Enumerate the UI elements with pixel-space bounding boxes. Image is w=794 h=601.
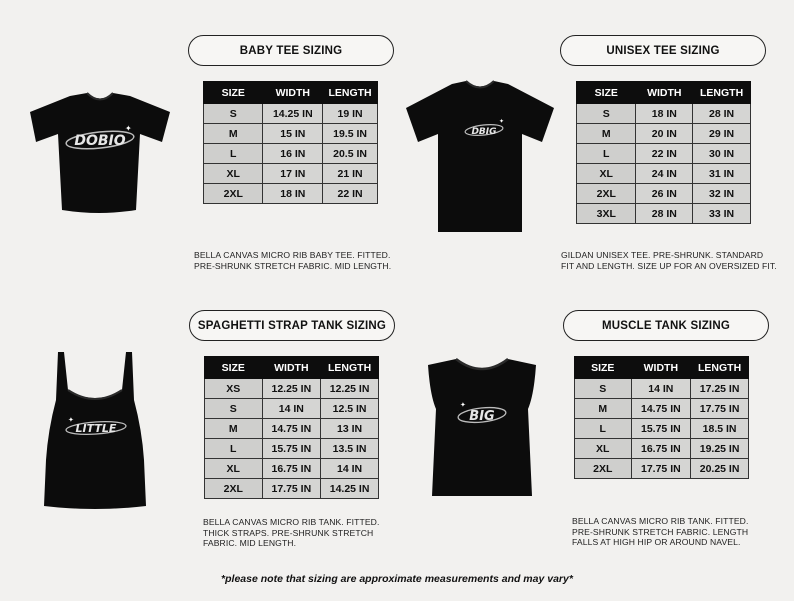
baby-tee-description bbox=[194, 250, 414, 271]
length-cell: 19.5 IN bbox=[323, 124, 378, 144]
table-header: SIZE bbox=[205, 357, 263, 379]
description-line: PRE-SHRUNK STRETCH FABRIC. MID LENGTH. bbox=[194, 260, 392, 271]
table-row bbox=[577, 184, 751, 204]
table-header: SIZE bbox=[575, 357, 632, 379]
size-cell: M bbox=[577, 124, 636, 144]
muscle-tank-title-text: MUSCLE TANK SIZING bbox=[602, 319, 730, 332]
unisex-tee-title bbox=[560, 35, 766, 66]
size-cell: 2XL bbox=[205, 479, 263, 499]
table-header: WIDTH bbox=[263, 82, 323, 104]
width-cell: 14.25 IN bbox=[263, 104, 323, 124]
width-cell: 17 IN bbox=[263, 164, 323, 184]
table-row bbox=[204, 104, 378, 124]
table-header: WIDTH bbox=[636, 82, 693, 104]
size-cell: S bbox=[575, 379, 632, 399]
table-row bbox=[575, 379, 749, 399]
width-cell: 16 IN bbox=[263, 144, 323, 164]
muscle-tank-description bbox=[572, 516, 782, 548]
spaghetti-tank-description bbox=[203, 517, 403, 549]
table-row bbox=[205, 379, 379, 399]
width-cell: 16.75 IN bbox=[631, 439, 691, 459]
width-cell: 14 IN bbox=[262, 399, 321, 419]
length-cell: 14.25 IN bbox=[321, 479, 379, 499]
table-row bbox=[575, 399, 749, 419]
size-cell: L bbox=[575, 419, 632, 439]
spaghetti-tank-table bbox=[204, 356, 379, 499]
table-header: LENGTH bbox=[323, 82, 378, 104]
length-cell: 28 IN bbox=[693, 104, 751, 124]
description-line: PRE-SHRUNK STRETCH FABRIC. LENGTH bbox=[572, 526, 749, 537]
svg-text:✦: ✦ bbox=[68, 417, 74, 424]
svg-text:✦: ✦ bbox=[499, 119, 505, 125]
unisex-tee-logo: DBIG bbox=[471, 127, 497, 137]
muscle-tank-table bbox=[574, 356, 749, 479]
table-header: WIDTH bbox=[631, 357, 691, 379]
size-cell: XL bbox=[204, 164, 263, 184]
length-cell: 17.25 IN bbox=[691, 379, 749, 399]
svg-text:✦: ✦ bbox=[125, 124, 132, 133]
length-cell: 33 IN bbox=[693, 204, 751, 224]
description-line: THICK STRAPS. PRE-SHRUNK STRETCH bbox=[203, 527, 374, 538]
description-line: FABRIC. MID LENGTH. bbox=[203, 538, 297, 548]
description-line: FIT AND LENGTH. SIZE UP FOR AN OVERSIZED FIT. bbox=[561, 260, 777, 271]
length-cell: 31 IN bbox=[693, 164, 751, 184]
length-cell: 12.25 IN bbox=[321, 379, 379, 399]
size-cell: XL bbox=[577, 164, 636, 184]
table-row bbox=[204, 124, 378, 144]
table-row bbox=[205, 459, 379, 479]
length-cell: 17.75 IN bbox=[691, 399, 749, 419]
size-cell: 2XL bbox=[204, 184, 263, 204]
description-line: BELLA CANVAS MICRO RIB TANK. FITTED. bbox=[572, 516, 749, 526]
description-line: BELLA CANVAS MICRO RIB TANK. FITTED. bbox=[203, 517, 380, 527]
width-cell: 15.75 IN bbox=[631, 419, 691, 439]
description-line: BELLA CANVAS MICRO RIB BABY TEE. FITTED. bbox=[194, 250, 391, 260]
width-cell: 16.75 IN bbox=[262, 459, 321, 479]
table-header: LENGTH bbox=[693, 82, 751, 104]
svg-text:✦: ✦ bbox=[460, 402, 466, 409]
length-cell: 20.25 IN bbox=[691, 459, 749, 479]
size-cell: S bbox=[205, 399, 263, 419]
table-row bbox=[204, 164, 378, 184]
description-line: FALLS AT HIGH HIP OR AROUND NAVEL. bbox=[572, 537, 741, 547]
size-cell: XL bbox=[575, 439, 632, 459]
table-row bbox=[205, 479, 379, 499]
width-cell: 15.75 IN bbox=[262, 439, 321, 459]
spaghetti-tank-title bbox=[189, 310, 395, 341]
width-cell: 17.75 IN bbox=[262, 479, 321, 499]
unisex-tee-image bbox=[402, 78, 558, 236]
size-cell: XS bbox=[205, 379, 263, 399]
size-cell: S bbox=[577, 104, 636, 124]
spaghetti-tank-title-text: SPAGHETTI STRAP TANK SIZING bbox=[197, 319, 387, 332]
width-cell: 14.75 IN bbox=[631, 399, 691, 419]
table-row bbox=[577, 204, 751, 224]
size-cell: L bbox=[204, 144, 263, 164]
baby-tee-title-text: BABY TEE SIZING bbox=[239, 44, 343, 57]
length-cell: 13.5 IN bbox=[321, 439, 379, 459]
size-cell: L bbox=[205, 439, 263, 459]
sizing-disclaimer: *please note that sizing are approximate measurements and may vary* bbox=[221, 573, 573, 585]
width-cell: 24 IN bbox=[636, 164, 693, 184]
width-cell: 14 IN bbox=[631, 379, 691, 399]
width-cell: 18 IN bbox=[636, 104, 693, 124]
width-cell: 15 IN bbox=[263, 124, 323, 144]
width-cell: 28 IN bbox=[636, 204, 693, 224]
table-row bbox=[205, 419, 379, 439]
spaghetti-tank-image bbox=[38, 350, 152, 510]
table-row bbox=[577, 104, 751, 124]
baby-tee-logo: DOBIO bbox=[74, 133, 126, 149]
size-cell: M bbox=[204, 124, 263, 144]
table-header: LENGTH bbox=[691, 357, 749, 379]
length-cell: 12.5 IN bbox=[321, 399, 379, 419]
unisex-tee-title-text: UNISEX TEE SIZING bbox=[606, 44, 720, 57]
table-row bbox=[577, 164, 751, 184]
table-header: LENGTH bbox=[321, 357, 379, 379]
muscle-tank-image bbox=[418, 355, 546, 498]
width-cell: 18 IN bbox=[263, 184, 323, 204]
table-row bbox=[204, 184, 378, 204]
table-row bbox=[577, 144, 751, 164]
unisex-tee-table bbox=[576, 81, 751, 224]
spaghetti-tank-logo: LITTLE bbox=[75, 422, 117, 435]
length-cell: 18.5 IN bbox=[691, 419, 749, 439]
size-cell: L bbox=[577, 144, 636, 164]
width-cell: 20 IN bbox=[636, 124, 693, 144]
description-line: GILDAN UNISEX TEE. PRE-SHRUNK. STANDARD bbox=[561, 250, 764, 260]
size-cell: 3XL bbox=[577, 204, 636, 224]
length-cell: 30 IN bbox=[693, 144, 751, 164]
table-row bbox=[577, 124, 751, 144]
table-header: SIZE bbox=[577, 82, 636, 104]
unisex-tee-description bbox=[561, 250, 793, 271]
table-header: SIZE bbox=[204, 82, 263, 104]
baby-tee-table bbox=[203, 81, 378, 204]
width-cell: 14.75 IN bbox=[262, 419, 321, 439]
size-cell: 2XL bbox=[575, 459, 632, 479]
size-cell: M bbox=[575, 399, 632, 419]
width-cell: 22 IN bbox=[636, 144, 693, 164]
length-cell: 19 IN bbox=[323, 104, 378, 124]
muscle-tank-title bbox=[563, 310, 769, 341]
size-cell: S bbox=[204, 104, 263, 124]
width-cell: 12.25 IN bbox=[262, 379, 321, 399]
muscle-tank-logo: BIG bbox=[469, 409, 495, 424]
size-cell: 2XL bbox=[577, 184, 636, 204]
size-cell: M bbox=[205, 419, 263, 439]
length-cell: 20.5 IN bbox=[323, 144, 378, 164]
table-row bbox=[575, 439, 749, 459]
length-cell: 14 IN bbox=[321, 459, 379, 479]
baby-tee-title bbox=[188, 35, 394, 66]
baby-tee-image bbox=[22, 90, 178, 218]
table-row bbox=[575, 419, 749, 439]
table-row bbox=[205, 439, 379, 459]
length-cell: 22 IN bbox=[323, 184, 378, 204]
width-cell: 26 IN bbox=[636, 184, 693, 204]
length-cell: 32 IN bbox=[693, 184, 751, 204]
table-header: WIDTH bbox=[262, 357, 321, 379]
table-row bbox=[575, 459, 749, 479]
length-cell: 29 IN bbox=[693, 124, 751, 144]
length-cell: 13 IN bbox=[321, 419, 379, 439]
size-cell: XL bbox=[205, 459, 263, 479]
length-cell: 19.25 IN bbox=[691, 439, 749, 459]
length-cell: 21 IN bbox=[323, 164, 378, 184]
table-row bbox=[204, 144, 378, 164]
width-cell: 17.75 IN bbox=[631, 459, 691, 479]
table-row bbox=[205, 399, 379, 419]
